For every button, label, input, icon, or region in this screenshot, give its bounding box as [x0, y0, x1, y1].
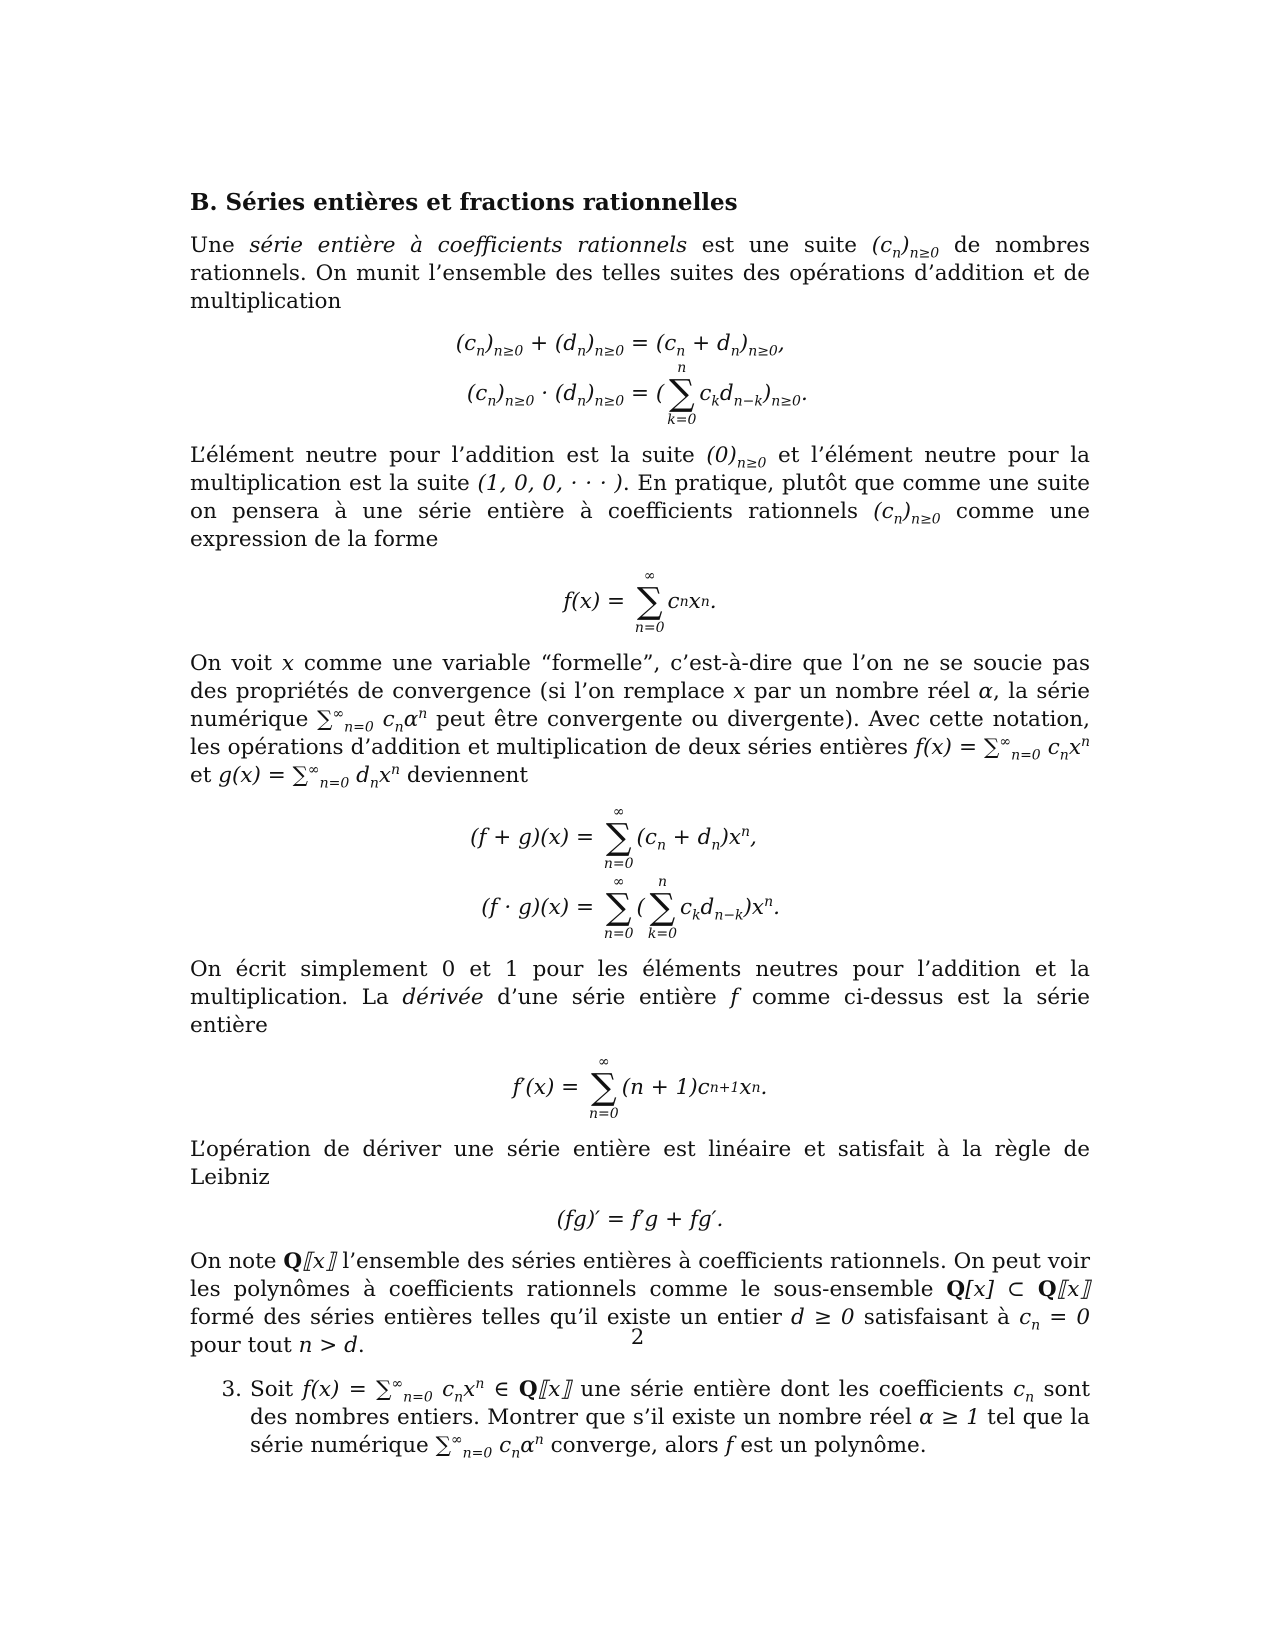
sum-symbol: ∞ ∑ n=0 — [589, 1054, 619, 1122]
equation-derivative: f′(x) = ∞ ∑ n=0 (n + 1)c n+1 x n . — [512, 1054, 768, 1122]
question-text: Soit $f(x) = \sum^\infty_{n=0}$ $c_nx^n$ ∈ Q⟦x⟧ une série entière dont les coefficients $c_n$ sont des nombres entiers. Montrer que s’il existe un nombre réel α ≥ 1 tel que la série numérique $\sum^\infty_{n=0}$ $c_n\alpha^n$ converge, alors f est un polynôme. — [250, 1375, 1090, 1462]
sum-symbol: ∞ ∑ n=0 — [634, 568, 665, 636]
section-title: B. Séries entières et fractions rationnelles — [190, 189, 738, 216]
intro-paragraph: Une série entière à coefficients rationnels est une suite $(c_n)_{n\ge 0}$ de nombres rationnels. On munit l’ensemble des telles suites des opérations d’addition et de multiplication — [190, 233, 1090, 314]
page-number: 2 — [630, 1325, 645, 1349]
sum-symbol: n ∑ k=0 — [667, 360, 697, 428]
sum-symbol: ∞ ∑ n=0 — [603, 874, 634, 942]
sum-symbol: ∞ ∑ n=0 — [603, 804, 634, 872]
page-content — [190, 188, 1090, 1460]
paragraph-neutral-elements: L’élément neutre pour l’addition est la suite $(0)_{n\ge 0}$ et l’élément neutre pour la multiplication est la suite (1, 0, 0, · · · ). En pratique, plutôt que comme une suite on pensera à une série entière à coefficients rationnels $(c_n)_{n\ge 0}$ comme une expression de la forme — [190, 443, 1091, 552]
paragraph-leibniz: L’opération de dériver une série entière est linéaire et satisfait à la règle de Leibniz — [190, 1137, 1090, 1190]
equation-series-operations: (f + g)(x) = ∞ ∑ n=0 $(c_n + d_n)x^n$, (f · g)(x) = ∞ ∑ n=0 ( n ∑ k=0 $c_kd_{n-k})x^n$. — [470, 804, 780, 942]
equation-power-series: f(x) = ∞ ∑ n=0 c n x n . — [563, 568, 717, 636]
sum-symbol: n ∑ k=0 — [647, 874, 678, 942]
question-number: 3. — [221, 1377, 242, 1402]
paragraph-derivative: On écrit simplement 0 et 1 pour les éléments neutres pour l’addition et la multiplication. La dérivée d’une série entière f comme ci-dessus est la série entière — [190, 957, 1090, 1038]
equation-leibniz: (fg)′ = f′g + fg′. — [556, 1207, 724, 1232]
equation-operations: $(c_n)_{n\ge 0} + (d_n)_{n\ge 0}$ = $(c_n + d_n)_{n\ge 0}$, $(c_n)_{n\ge 0} \cdot (d_n)_{n\ge 0}$ = ( n ∑ k=0 $c_kd_{n-k})_{n\ge 0}$. — [455, 331, 808, 428]
paragraph-formal-variable: On voit x comme une variable “formelle”, c’est-à-dire que l’on ne se soucie pas des propriétés de convergence (si l’on remplace x par un nombre réel α, la série numérique $\sum^\infty_{n=0}$ $c_n\alpha^n$ peut être convergente ou divergente). Avec cette notation, les opérations d’addition et multiplication de deux séries entières $f(x) = \sum^\infty_{n=0}$ $c_nx^n$ et $g(x) = \sum^\infty_{n=0}$ $d_nx^n$ deviennent — [190, 651, 1091, 792]
paragraph-notation: On note Q⟦x⟧ l’ensemble des séries entières à coefficients rationnels. On peut voir les polynômes à coefficients rationnels comme le sous-ensemble Q[x] ⊂ Q⟦x⟧ formé des séries entières telles qu’il existe un entier d ≥ 0 satisfaisant à $c_n = 0$ pour tout n > d. — [190, 1249, 1091, 1358]
term-serie-entiere: série entière à coefficients rationnels — [249, 233, 688, 258]
question-3 — [190, 1376, 1090, 1460]
term-derivee: dérivée — [402, 985, 484, 1010]
